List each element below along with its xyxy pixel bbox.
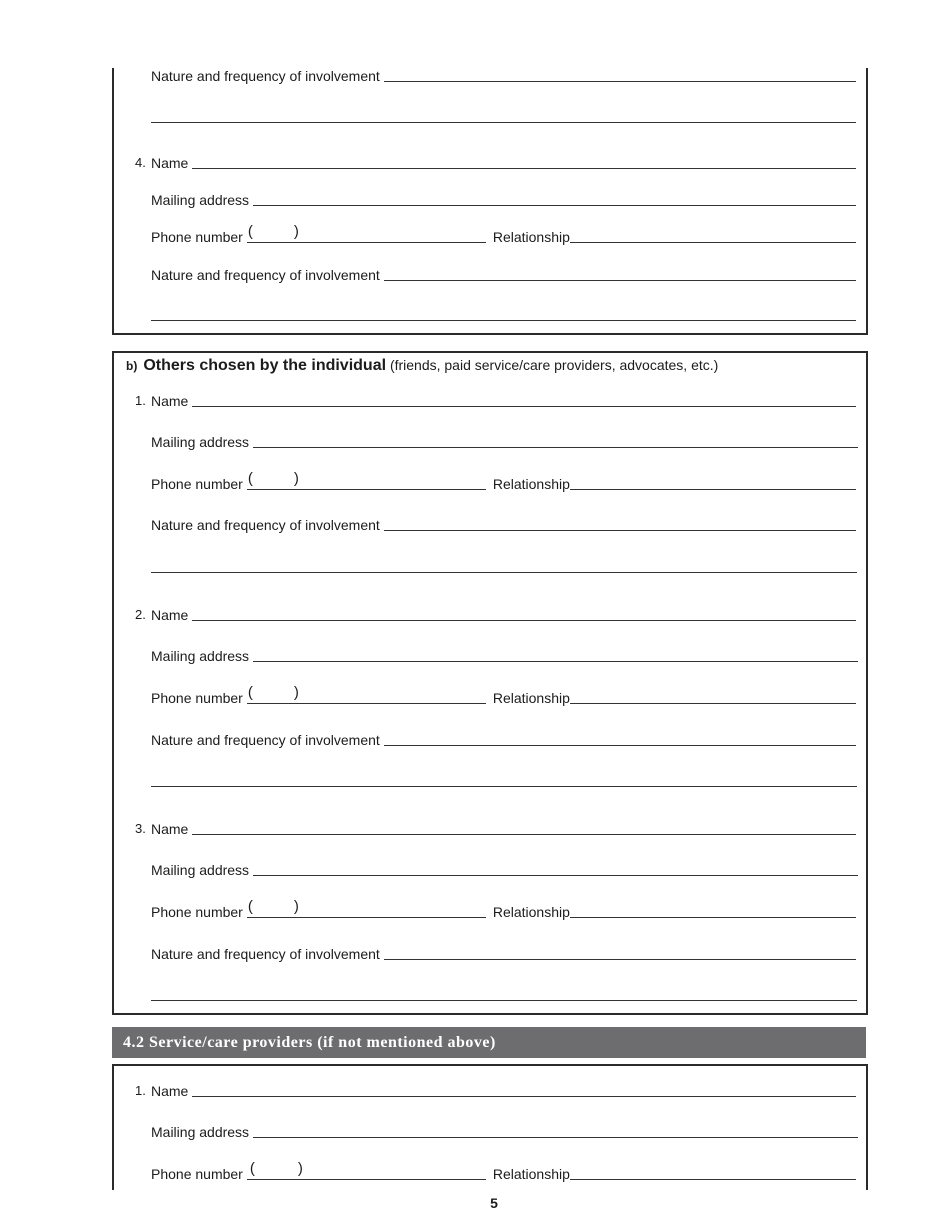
- mailing-address-row: [151, 189, 856, 209]
- mailing-address-label: Mailing address: [151, 1124, 250, 1140]
- name-row: [135, 390, 856, 410]
- relationship-field[interactable]: [570, 1165, 856, 1180]
- nature-label: Nature and frequency of involvement: [151, 946, 380, 962]
- mailing-address-field[interactable]: [253, 191, 856, 206]
- name-label: Name: [151, 155, 189, 171]
- phone-field[interactable]: ( ): [247, 228, 486, 243]
- section-b-title: Others chosen by the individual: [143, 357, 387, 374]
- mailing-address-row: [151, 431, 858, 451]
- relationship-field[interactable]: [570, 228, 856, 243]
- mailing-address-row: [151, 859, 858, 879]
- mailing-address-label: Mailing address: [151, 192, 250, 208]
- phone-field[interactable]: ( ): [247, 689, 486, 704]
- phone-label: Phone number: [151, 229, 243, 245]
- name-label: Name: [151, 1083, 189, 1099]
- nature-involvement-row: [151, 729, 856, 749]
- phone-relationship-row: [151, 898, 856, 921]
- name-row: [135, 604, 856, 624]
- name-row: [135, 818, 856, 838]
- name-field[interactable]: [192, 1082, 856, 1097]
- nature-field[interactable]: [384, 266, 856, 281]
- nature-involvement-row: [151, 65, 856, 85]
- item-number: 2.: [135, 607, 146, 622]
- nature-label: Nature and frequency of involvement: [151, 68, 380, 84]
- nature-label: Nature and frequency of involvement: [151, 732, 380, 748]
- relationship-field[interactable]: [570, 475, 856, 490]
- item-number: 1.: [135, 1083, 146, 1098]
- nature-involvement-row: [151, 514, 856, 534]
- mailing-address-row: [151, 1121, 858, 1141]
- relationship-label: Relationship: [492, 476, 570, 492]
- nature-involvement-row: [151, 264, 856, 284]
- page-number: 5: [490, 1195, 498, 1211]
- phone-relationship-row: [151, 223, 856, 246]
- nature-continuation-line[interactable]: [151, 1000, 857, 1001]
- section-4-2-heading: [112, 1027, 866, 1058]
- relationship-label: Relationship: [492, 904, 570, 920]
- mailing-address-label: Mailing address: [151, 648, 250, 664]
- nature-field[interactable]: [384, 516, 856, 531]
- nature-continuation-line[interactable]: [151, 320, 856, 321]
- phone-relationship-row: [151, 684, 856, 707]
- name-field[interactable]: [192, 154, 856, 169]
- phone-field[interactable]: ( ): [247, 1165, 486, 1180]
- phone-relationship-row: [151, 1160, 856, 1183]
- item-number: 4.: [135, 155, 146, 170]
- nature-field[interactable]: [384, 731, 856, 746]
- relationship-label: Relationship: [492, 1166, 570, 1182]
- nature-field[interactable]: [384, 945, 856, 960]
- section-4-2-heading-text: 4.2 Service/care providers (if not mentioned above): [123, 1033, 496, 1051]
- mailing-address-label: Mailing address: [151, 434, 250, 450]
- name-row: [135, 1080, 856, 1100]
- phone-field[interactable]: ( ): [247, 475, 486, 490]
- name-label: Name: [151, 821, 189, 837]
- name-label: Name: [151, 607, 189, 623]
- relationship-label: Relationship: [492, 690, 570, 706]
- phone-label: Phone number: [151, 476, 243, 492]
- name-field[interactable]: [192, 392, 856, 407]
- name-field[interactable]: [192, 606, 856, 621]
- nature-continuation-line[interactable]: [151, 122, 856, 123]
- section-b-heading: [126, 357, 718, 375]
- mailing-address-field[interactable]: [253, 433, 858, 448]
- mailing-address-row: [151, 645, 858, 665]
- item-number: 1.: [135, 393, 146, 408]
- nature-field[interactable]: [384, 67, 856, 82]
- nature-label: Nature and frequency of involvement: [151, 517, 380, 533]
- section-b-letter: b): [126, 359, 138, 373]
- nature-involvement-row: [151, 943, 856, 963]
- section-b-subtitle: (friends, paid service/care providers, advocates, etc.): [389, 357, 719, 373]
- mailing-address-field[interactable]: [253, 647, 858, 662]
- mailing-address-field[interactable]: [253, 861, 858, 876]
- mailing-address-field[interactable]: [253, 1123, 858, 1138]
- nature-continuation-line[interactable]: [151, 572, 857, 573]
- phone-label: Phone number: [151, 1166, 243, 1182]
- name-row: [135, 152, 856, 172]
- phone-relationship-row: [151, 470, 856, 493]
- relationship-field[interactable]: [570, 689, 856, 704]
- name-field[interactable]: [192, 820, 856, 835]
- mailing-address-label: Mailing address: [151, 862, 250, 878]
- relationship-field[interactable]: [570, 903, 856, 918]
- phone-field[interactable]: ( ): [247, 903, 486, 918]
- phone-label: Phone number: [151, 904, 243, 920]
- phone-label: Phone number: [151, 690, 243, 706]
- relationship-label: Relationship: [492, 229, 570, 245]
- nature-continuation-line[interactable]: [151, 786, 857, 787]
- nature-label: Nature and frequency of involvement: [151, 267, 380, 283]
- item-number: 3.: [135, 821, 146, 836]
- name-label: Name: [151, 393, 189, 409]
